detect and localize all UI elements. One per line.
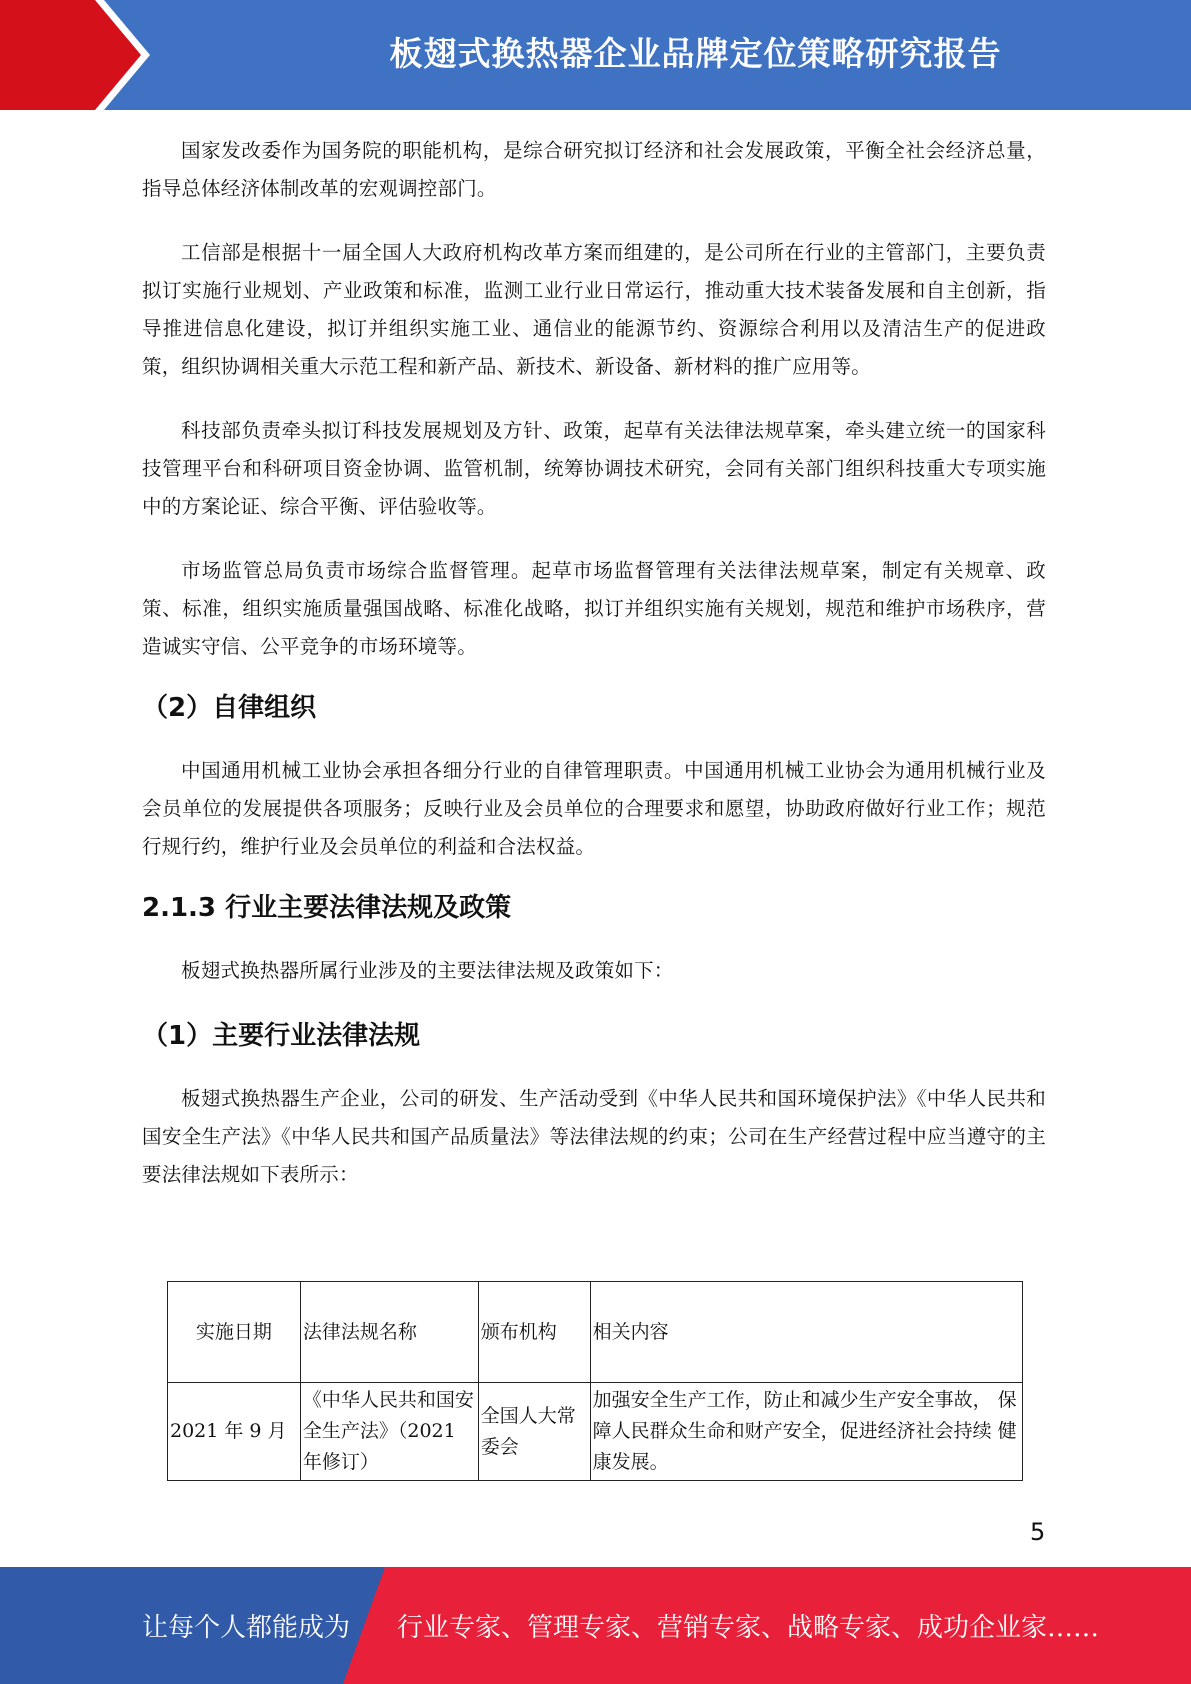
cell-date: 2021 年 9 月 xyxy=(168,1383,301,1481)
paragraph-samr: 市场监管总局负责市场综合监督管理。起草市场监督管理有关法律法规草案，制定有关规章、政策、标准，组织实施质量强国战略、标准化战略，拟订并组织实施有关规划，规范和维护市场秩序，营造诚实守信、公平竞争的市场环境等。 xyxy=(142,559,1046,658)
section-heading-laws-policies: 2.1.3 行业主要法律法规及政策 xyxy=(142,893,512,923)
page-header xyxy=(0,0,1191,110)
table-row xyxy=(168,1383,1023,1481)
paragraph-association: 中国通用机械工业协会承担各细分行业的自律管理职责。中国通用机械工业协会为通用机械行业及会员单位的发展提供各项服务；反映行业及会员单位的合理要求和愿望，协助政府做好行业工作；规范行规行约，维护行业及会员单位的利益和合法权益。 xyxy=(142,759,1046,858)
cell-law-name: 《中华人民共和国安全生产法》（2021 年修订） xyxy=(300,1383,478,1481)
footer-slogan-left: 让每个人都能成为 xyxy=(142,1613,351,1643)
paragraph-most: 科技部负责牵头拟订科技发展规划及方针、政策，起草有关法律法规草案，牵头建立统一的国家科技管理平台和科研项目资金协调、监管机制，统筹协调技术研究，会同有关部门组织科技重大专项实施中的方案论证、综合平衡、评估验收等。 xyxy=(142,419,1046,518)
column-header-date: 实施日期 xyxy=(168,1282,301,1383)
cell-content: 加强安全生产工作，防止和减少生产安全事故， 保障人民群众生命和财产安全，促进经济社会持续 健康发展。 xyxy=(590,1383,1022,1481)
paragraph-intro-laws: 板翅式换热器所属行业涉及的主要法律法规及政策如下： xyxy=(181,959,674,982)
laws-table xyxy=(167,1281,1023,1481)
table-header-row xyxy=(168,1282,1023,1383)
column-header-authority: 颁布机构 xyxy=(478,1282,590,1383)
column-header-content: 相关内容 xyxy=(590,1282,1022,1383)
paragraph-laws-detail: 板翅式换热器生产企业，公司的研发、生产活动受到《中华人民共和国环境保护法》《中华人民共和国安全生产法》《中华人民共和国产品质量法》等法律法规的约束；公司在生产经营过程中应当遵守的主要法律法规如下表所示： xyxy=(142,1087,1046,1186)
cell-authority: 全国人大常委会 xyxy=(478,1383,590,1481)
heading-main-laws: （1）主要行业法律法规 xyxy=(142,1021,421,1051)
main-content xyxy=(142,132,1046,1194)
column-header-law-name: 法律法规名称 xyxy=(300,1282,478,1383)
footer-slogan-right: 行业专家、管理专家、营销专家、战略专家、成功企业家…… xyxy=(397,1613,1100,1643)
paragraph-miit: 工信部是根据十一届全国人大政府机构改革方案而组建的，是公司所在行业的主管部门，主要负责拟订实施行业规划、产业政策和标准，监测工业行业日常运行，推动重大技术装备发展和自主创新，指导推进信息化建设，拟订并组织实施工业、通信业的能源节约、资源综合利用以及清洁生产的促进政策，组织协调相关重大示范工程和新产品、新技术、新设备、新材料的推广应用等。 xyxy=(142,241,1046,378)
page-footer xyxy=(0,1567,1191,1684)
laws-table-container xyxy=(167,1281,1023,1481)
heading-self-regulation: （2）自律组织 xyxy=(142,693,317,723)
paragraph-ndrc: 国家发改委作为国务院的职能机构，是综合研究拟订经济和社会发展政策，平衡全社会经济总量，指导总体经济体制改革的宏观调控部门。 xyxy=(142,139,1046,200)
header-red-arrow xyxy=(0,0,150,110)
report-title: 板翅式换热器企业品牌定位策略研究报告 xyxy=(389,34,1002,73)
page-number: 5 xyxy=(1030,1518,1046,1546)
